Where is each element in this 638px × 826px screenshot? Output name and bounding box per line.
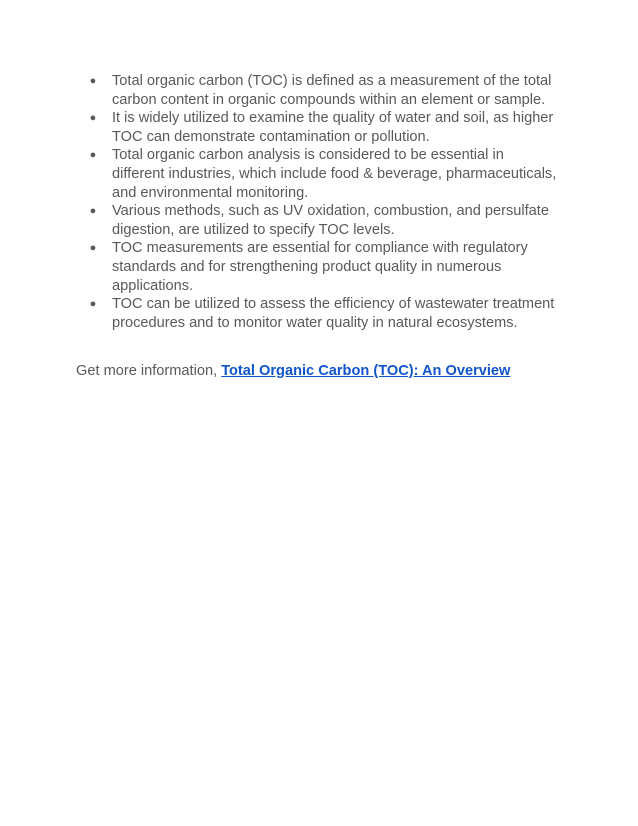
bullet-icon: ●	[89, 242, 97, 255]
list-item	[78, 202, 558, 239]
list-item	[78, 146, 558, 202]
toc-overview-link[interactable]: Total Organic Carbon (TOC): An Overview	[221, 362, 511, 379]
more-info-line	[76, 362, 576, 381]
bullet-icon: ●	[89, 149, 97, 162]
list-item	[78, 109, 558, 146]
list-item-text: It is widely utilized to examine the quality of water and soil, as higher TOC can demonstrate contamination or pollution.	[112, 110, 554, 145]
list-item-text: TOC measurements are essential for compliance with regulatory standards and for strengthening product quality in numerous applications.	[112, 240, 528, 294]
list-item	[78, 295, 558, 332]
list-item	[78, 72, 558, 109]
toc-bullet-list	[78, 72, 558, 332]
bullet-icon: ●	[89, 298, 97, 311]
list-item-text: Total organic carbon analysis is considered to be essential in different industries, which include food & beverage, pharmaceuticals, and environmental monitoring.	[112, 147, 557, 201]
bullet-icon: ●	[89, 75, 97, 87]
list-item-text: TOC can be utilized to assess the efficiency of wastewater treatment procedures and to monitor water quality in natural ecosystems.	[112, 296, 555, 331]
more-info-prefix: Get more information,	[76, 362, 222, 379]
bullet-icon: ●	[89, 112, 97, 125]
list-item	[78, 239, 558, 295]
list-item-text: Various methods, such as UV oxidation, combustion, and persulfate digestion, are utilized to specify TOC levels.	[112, 203, 549, 238]
list-item-text: Total organic carbon (TOC) is defined as a measurement of the total carbon content in organic compounds within an element or sample.	[112, 73, 552, 108]
bullet-icon: ●	[89, 205, 97, 218]
